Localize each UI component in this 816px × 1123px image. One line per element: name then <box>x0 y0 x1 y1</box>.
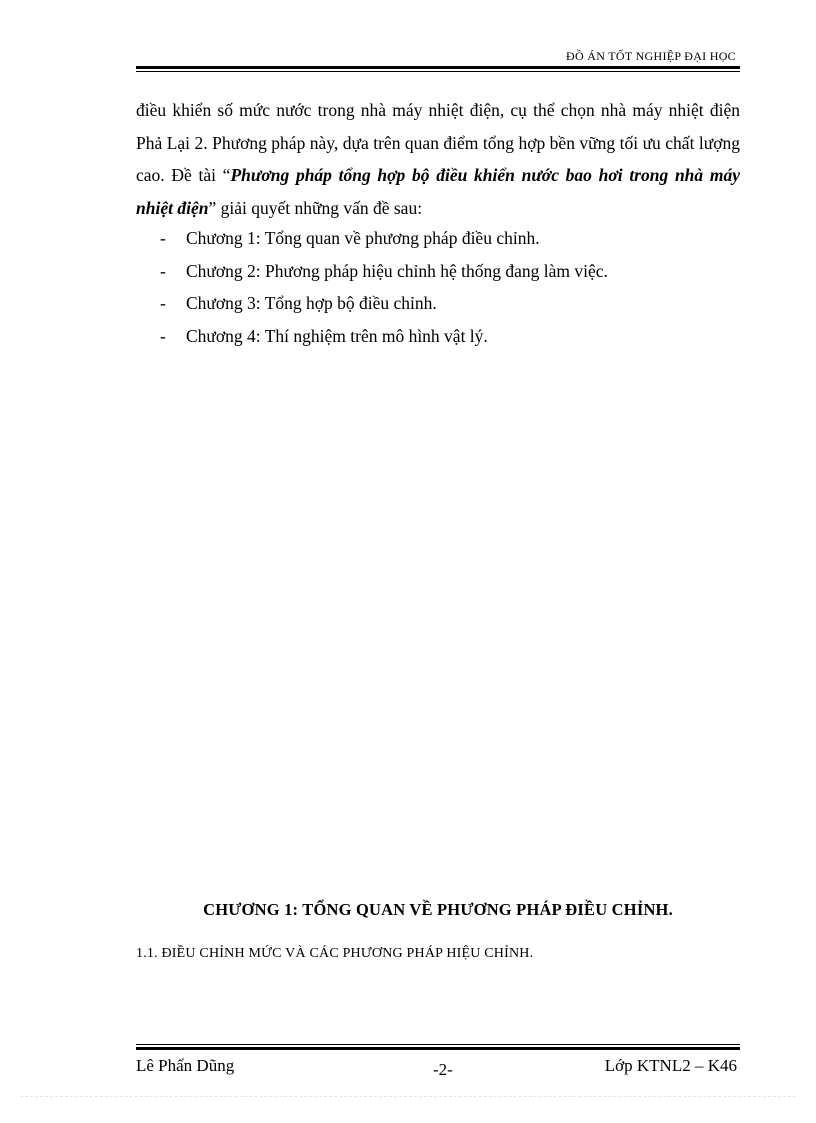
chapter-title: CHƯƠNG 1: TỔNG QUAN VỀ PHƯƠNG PHÁP ĐIỀU CHỈNH. <box>203 900 673 919</box>
list-dash: - <box>160 228 166 248</box>
page-edge-divider <box>20 1096 796 1097</box>
header-title: ĐỒ ÁN TỐT NGHIỆP ĐẠI HỌC <box>566 49 736 63</box>
list-item <box>136 255 740 288</box>
footer-rule-thin <box>136 1044 740 1045</box>
footer-class: Lớp KTNL2 – K46 <box>604 1056 737 1075</box>
list-item-text: Chương 1: Tổng quan về phương pháp điều chỉnh. <box>186 228 540 248</box>
list-item-text: Chương 2: Phương pháp hiệu chỉnh hệ thống đang làm việc. <box>186 260 608 281</box>
list-dash: - <box>160 293 166 313</box>
footer-author: Lê Phấn Dũng <box>136 1056 235 1075</box>
footer-rule-thick <box>136 1047 740 1050</box>
list-item <box>136 222 740 255</box>
list-item-text: Chương 4: Thí nghiệm trên mô hình vật lý. <box>186 325 488 346</box>
body-text-part2: ” giải quyết những vấn đề sau: <box>208 197 423 218</box>
list-dash: - <box>160 260 166 281</box>
header-rule-thin <box>136 71 740 72</box>
chapter-list <box>136 222 740 352</box>
topic-emphasis: Phương pháp tổng hợp bộ điều khiển nước bao hơi trong nhà máy nhiệt điện <box>136 165 740 218</box>
list-dash: - <box>160 325 166 346</box>
body-text-part1: điều khiển số mức nước trong nhà máy nhiệt điện, cụ thể chọn nhà máy nhiệt điện Phả Lại 2. Phương pháp này, dựa trên quan điểm tổng hợp bền vững tối ưu chất lượng cao. Đề tài “ <box>136 100 740 185</box>
header-rule-thick <box>136 66 740 69</box>
page-number: -2- <box>433 1060 453 1079</box>
section-title: 1.1. ĐIỀU CHỈNH MỨC VÀ CÁC PHƯƠNG PHÁP HIỆU CHỈNH. <box>136 946 534 961</box>
body-paragraph <box>136 94 740 224</box>
list-item-text: Chương 3: Tổng hợp bộ điều chỉnh. <box>186 293 437 313</box>
list-item <box>136 320 740 353</box>
list-item <box>136 287 740 320</box>
